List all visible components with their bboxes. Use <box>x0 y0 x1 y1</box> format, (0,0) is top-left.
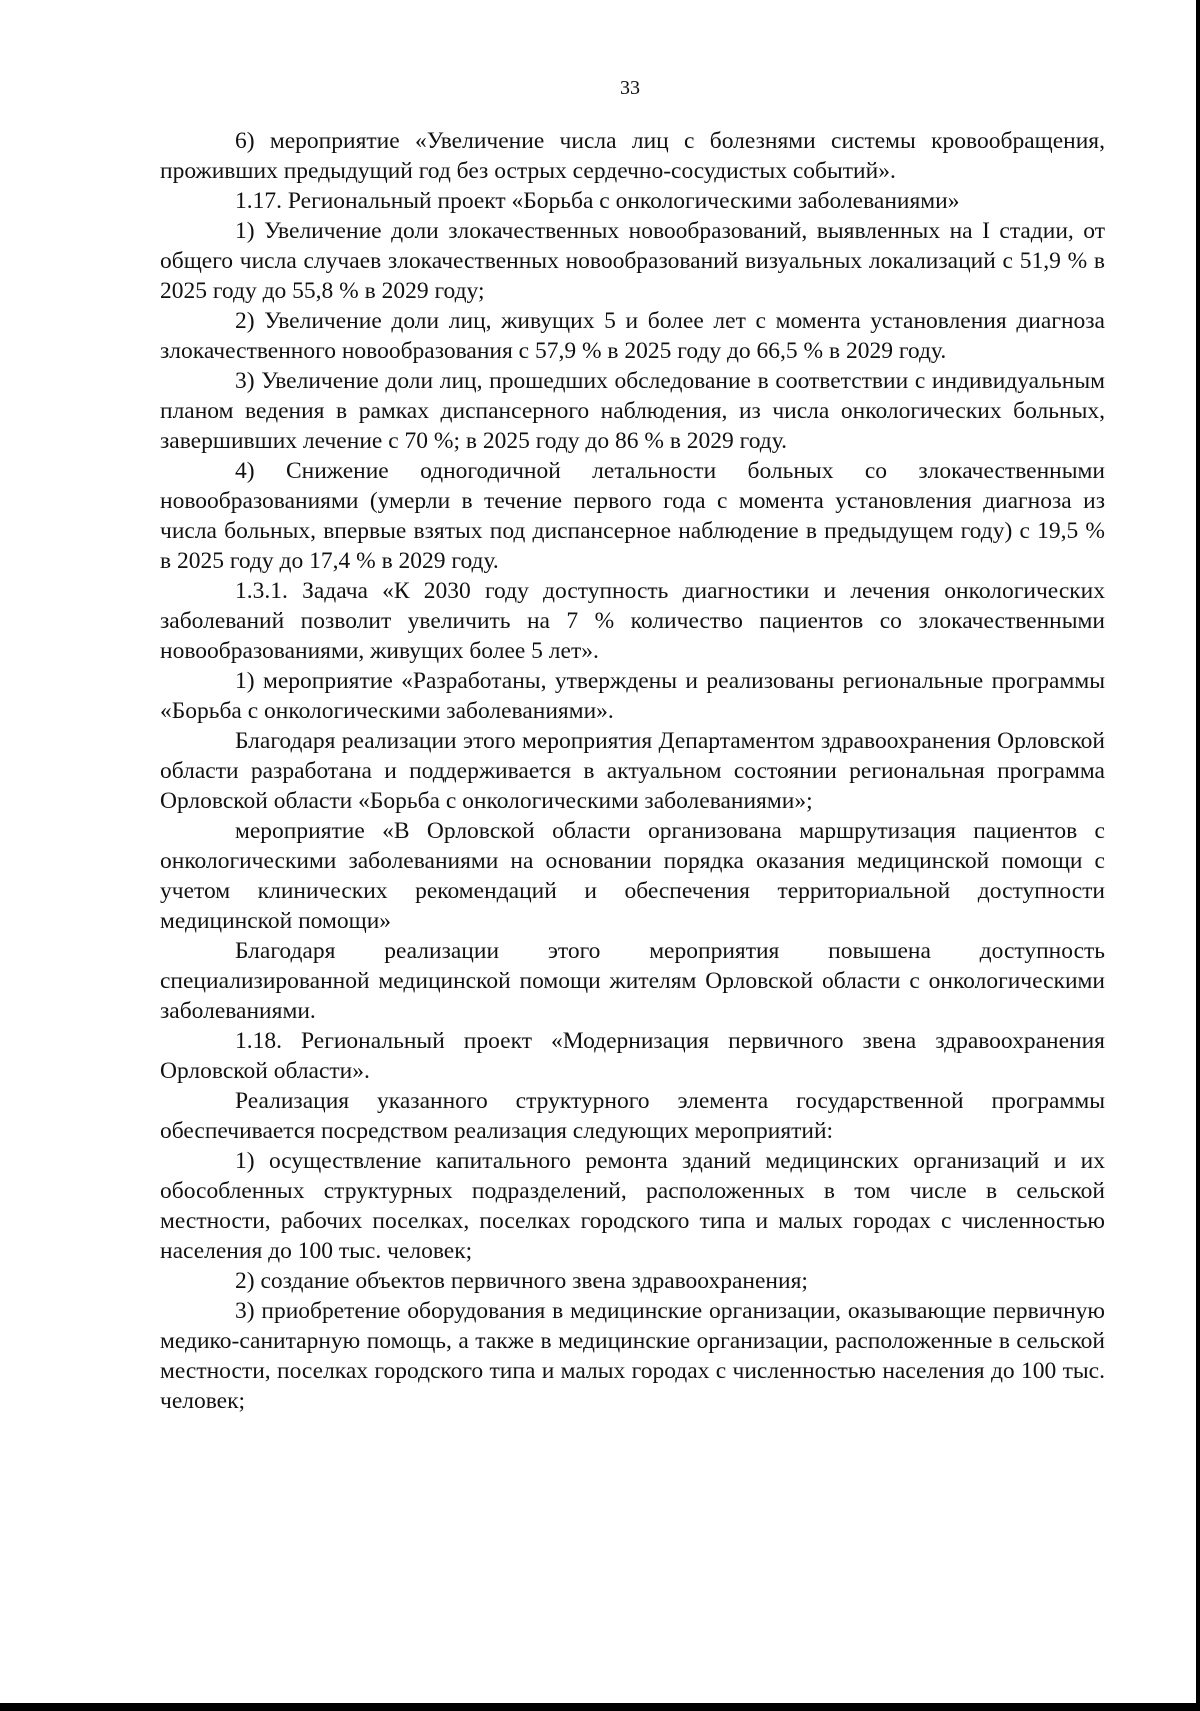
paragraph-implementation: Реализация указанного структурного элемента государственной программы обеспечивается посредством реализация следующих мероприятий: <box>160 1088 1105 1144</box>
paragraph-result-routing: Благодаря реализации этого мероприятия повышена доступность специализированной медицинской помощи жителям Орловской области с онкологическими заболеваниями. <box>160 938 1105 1024</box>
section-heading-1-18: 1.18. Региональный проект «Модернизация первичного звена здравоохранения Орловской области». <box>160 1028 1105 1084</box>
paragraph-indicator-4: 4) Снижение одногодичной летальности больных со злокачественными новообразованиями (умерли в течение первого года с момента установления диагноза из числа больных, впервые взятых под диспансерное наблюдение в предыдущем году) с 19,5 % в 2025 году до 17,4 % в 2029 году. <box>160 458 1105 574</box>
scan-border-bottom <box>0 1703 1200 1711</box>
paragraph-task-1-3-1: 1.3.1. Задача «К 2030 году доступность диагностики и лечения онкологических заболеваний позволит увеличить на 7 % количество пациентов со злокачественными новообразованиями, живущих более 5 лет». <box>160 578 1105 664</box>
paragraph-measure-1: 1) осуществление капитального ремонта зданий медицинских организаций и их обособленных структурных подразделений, расположенных в том числе в сельской местности, рабочих поселках, поселках городского типа и малых городах с численностью населения до 100 тыс. человек; <box>160 1148 1105 1264</box>
paragraph-measure-3: 3) приобретение оборудования в медицинские организации, оказывающие первичную медико-санитарную помощь, а также в медицинские организации, расположенные в сельской местности, поселках городского типа и малых городах с численностью населения до 100 тыс. человек; <box>160 1298 1105 1414</box>
page-number: 33 <box>620 77 640 99</box>
paragraph-indicator-3: 3) Увеличение доли лиц, прошедших обследование в соответствии с индивидуальным планом ведения в рамках диспансерного наблюдения, из числа онкологических больных, завершивших лечение с 70 %; в 2025 году до 86 % в 2029 году. <box>160 368 1105 454</box>
paragraph-event-1: 1) мероприятие «Разработаны, утверждены и реализованы региональные программы «Борьба с онкологическими заболеваниями». <box>160 668 1105 724</box>
section-heading-1-17: 1.17. Региональный проект «Борьба с онкологическими заболеваниями» <box>235 188 960 214</box>
paragraph-event-routing: мероприятие «В Орловской области организована маршрутизация пациентов с онкологическими заболеваниями на основании порядка оказания медицинской помощи с учетом клинических рекомендаций и обеспечения территориальной доступности медицинской помощи» <box>160 818 1105 934</box>
paragraph-measure-2: 2) создание объектов первичного звена здравоохранения; <box>235 1268 808 1294</box>
paragraph-indicator-1: 1) Увеличение доли злокачественных новообразований, выявленных на I стадии, от общего числа случаев злокачественных новообразований визуальных локализаций с 51,9 % в 2025 году до 55,8 % в 2029 году; <box>160 218 1105 304</box>
scan-border-right <box>1196 0 1200 1711</box>
paragraph-indicator-2: 2) Увеличение доли лиц, живущих 5 и более лет с момента установления диагноза злокачественного новообразования с 57,9 % в 2025 году до 66,5 % в 2029 году. <box>160 308 1105 364</box>
document-body <box>160 126 1105 1416</box>
paragraph-result-program: Благодаря реализации этого мероприятия Департаментом здравоохранения Орловской области разработана и поддерживается в актуальном состоянии региональная программа Орловской области «Борьба с онкологическими заболеваниями»; <box>160 728 1105 814</box>
paragraph-event-6: 6) мероприятие «Увеличение числа лиц с болезнями системы кровообращения, проживших предыдущий год без острых сердечно-сосудистых событий». <box>160 128 1105 184</box>
